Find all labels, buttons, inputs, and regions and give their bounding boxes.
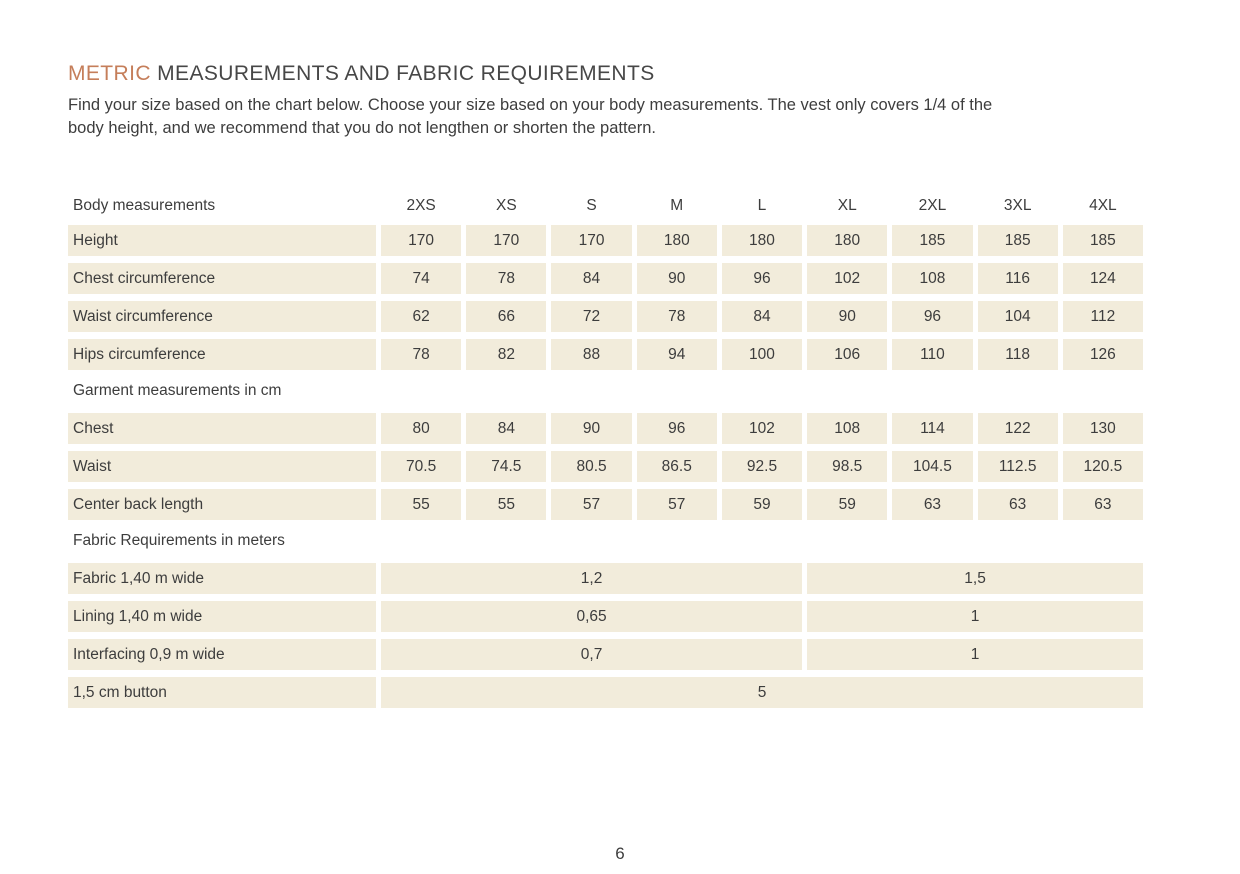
merged-value-sizes-xl-to-4xl: 1 [807,601,1143,632]
row-label: Center back length [68,489,376,520]
row-label: Waist [68,451,376,482]
value-cell: 78 [381,339,461,370]
value-cell: 59 [722,489,802,520]
value-cell: 114 [892,413,972,444]
row-label: Fabric 1,40 m wide [68,563,376,594]
value-cell: 104.5 [892,451,972,482]
row-label: 1,5 cm button [68,677,376,708]
value-cell: 59 [807,489,887,520]
value-cell: 72 [551,301,631,332]
value-cell: 130 [1063,413,1143,444]
value-cell: 170 [381,225,461,256]
row-label: Hips circumference [68,339,376,370]
row-label: Waist circumference [68,301,376,332]
value-cell: 55 [381,489,461,520]
value-cell: 86.5 [637,451,717,482]
table-header-row [68,196,1143,216]
section-label-fabric-requirements: Fabric Requirements in meters [73,532,285,549]
table-row [68,413,1143,444]
row-label: Chest circumference [68,263,376,294]
value-cell: 185 [1063,225,1143,256]
measurement-table [68,196,1143,708]
value-cell: 55 [466,489,546,520]
value-cell: 84 [551,263,631,294]
value-cell: 80 [381,413,461,444]
value-cell: 108 [892,263,972,294]
merged-value-sizes-2xs-to-l: 1,2 [381,563,802,594]
page-title-rest: MEASUREMENTS AND FABRIC REQUIREMENTS [150,62,655,85]
value-cell: 90 [637,263,717,294]
table-row [68,563,1143,594]
table-row [68,677,1143,708]
value-cell: 94 [637,339,717,370]
value-cell: 185 [978,225,1058,256]
value-cell: 84 [466,413,546,444]
value-cell: 90 [551,413,631,444]
value-cell: 63 [978,489,1058,520]
value-cell: 98.5 [807,451,887,482]
value-cell: 57 [637,489,717,520]
value-cell: 63 [1063,489,1143,520]
table-row [68,601,1143,632]
value-cell: 100 [722,339,802,370]
value-cell: 116 [978,263,1058,294]
value-cell: 63 [892,489,972,520]
column-header-size-4xl: 4XL [1089,197,1117,214]
table-row [68,263,1143,294]
table-row [68,451,1143,482]
intro-text [68,94,1240,140]
column-header-size-m: M [670,197,684,214]
value-cell: 106 [807,339,887,370]
intro-line-1: Find your size based on the chart below. Choose your size based on your body measurements. The vest only covers 1/4 of the [68,96,993,114]
value-cell: 110 [892,339,972,370]
value-cell: 170 [466,225,546,256]
page-title-accent: METRIC [68,62,151,85]
value-cell: 102 [722,413,802,444]
table-row [68,639,1143,670]
merged-value-sizes-2xs-to-l: 0,65 [381,601,802,632]
value-cell: 126 [1063,339,1143,370]
intro-line-2: body height, and we recommend that you do not lengthen or shorten the pattern. [68,119,656,137]
column-header-size-xs: XS [495,197,517,214]
value-cell: 122 [978,413,1058,444]
value-cell: 62 [381,301,461,332]
value-cell: 80.5 [551,451,631,482]
row-label: Lining 1,40 m wide [68,601,376,632]
value-cell: 92.5 [722,451,802,482]
page-number: 6 [615,844,625,863]
section-label-garment-measurements: Garment measurements in cm [73,382,282,399]
value-cell: 82 [466,339,546,370]
value-cell: 78 [637,301,717,332]
value-cell: 185 [892,225,972,256]
table-row [68,339,1143,370]
column-header-size-l: L [757,197,767,214]
value-cell: 66 [466,301,546,332]
column-header-size-s: S [586,197,597,214]
value-cell: 180 [722,225,802,256]
table-row [68,301,1143,332]
value-cell: 90 [807,301,887,332]
value-cell: 104 [978,301,1058,332]
merged-value-all-sizes: 5 [381,677,1143,708]
value-cell: 112.5 [978,451,1058,482]
merged-value-sizes-xl-to-4xl: 1 [807,639,1143,670]
value-cell: 84 [722,301,802,332]
value-cell: 102 [807,263,887,294]
row-label: Chest [68,413,376,444]
table-row [68,225,1143,256]
value-cell: 120.5 [1063,451,1143,482]
value-cell: 74 [381,263,461,294]
value-cell: 78 [466,263,546,294]
value-cell: 170 [551,225,631,256]
column-header-size-xl: XL [837,197,857,214]
value-cell: 88 [551,339,631,370]
value-cell: 70.5 [381,451,461,482]
value-cell: 96 [637,413,717,444]
value-cell: 180 [807,225,887,256]
page-title [68,62,1240,86]
value-cell: 96 [892,301,972,332]
value-cell: 96 [722,263,802,294]
value-cell: 124 [1063,263,1143,294]
row-label: Interfacing 0,9 m wide [68,639,376,670]
row-label: Height [68,225,376,256]
merged-value-sizes-xl-to-4xl: 1,5 [807,563,1143,594]
value-cell: 118 [978,339,1058,370]
merged-value-sizes-2xs-to-l: 0,7 [381,639,802,670]
column-header-size-2xl: 2XL [918,197,947,214]
value-cell: 57 [551,489,631,520]
value-cell: 180 [637,225,717,256]
value-cell: 74.5 [466,451,546,482]
column-header-body-measurements: Body measurements [73,197,216,214]
column-header-size-2xs: 2XS [406,197,436,214]
table-row [68,489,1143,520]
column-header-size-3xl: 3XL [1003,197,1032,214]
value-cell: 112 [1063,301,1143,332]
value-cell: 108 [807,413,887,444]
